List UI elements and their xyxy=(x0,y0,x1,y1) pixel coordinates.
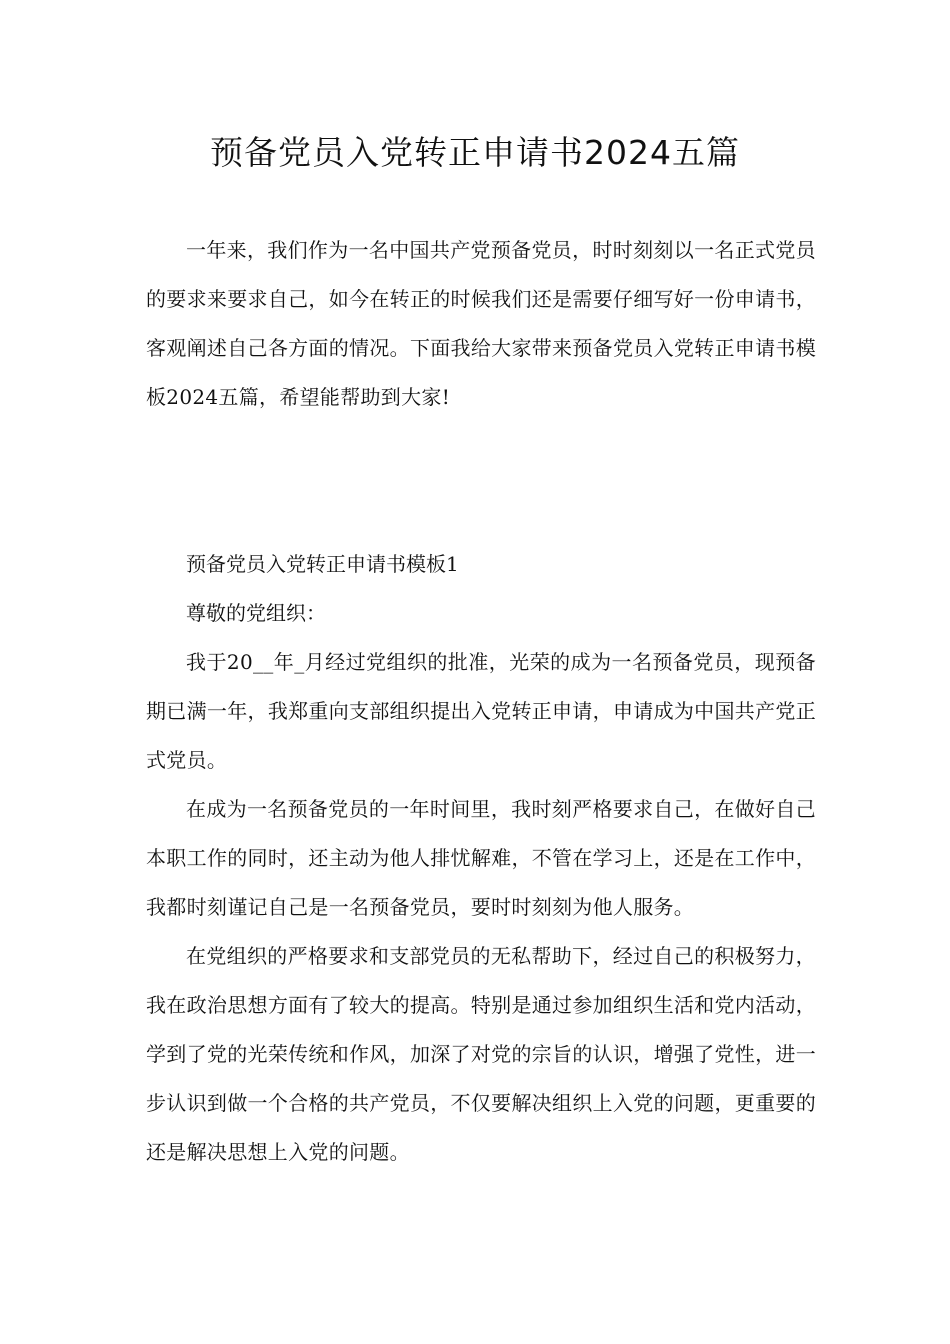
salutation: 尊敬的党组织： xyxy=(186,601,326,625)
intro-paragraph: 一年来，我们作为一名中国共产党预备党员，时时刻刻以一名正式党员的要求来要求自己，如今在转正的时候我们还是需要仔细写好一份申请书，客观阐述自己各方面的情况。下面我给大家带来预备党员入党转正申请书模板2024五篇，希望能帮助到大家! xyxy=(146,238,816,409)
document-body xyxy=(146,226,816,1177)
body-paragraph-1: 我于20__年_月经过党组织的批准，光荣的成为一名预备党员，现预备期已满一年，我郑重向支部组织提出入党转正申请，申请成为中国共产党正式党员。 xyxy=(146,650,816,772)
section-heading: 预备党员入党转正申请书模板1 xyxy=(186,552,459,576)
body-paragraph-3: 在党组织的严格要求和支部党员的无私帮助下，经过自己的积极努力，我在政治思想方面有了较大的提高。特别是通过参加组织生活和党内活动，学到了党的光荣传统和作风，加深了对党的宗旨的认识，增强了党性，进一步认识到做一个合格的共产党员，不仅要解决组织上入党的问题，更重要的还是解决思想上入党的问题。 xyxy=(146,944,816,1164)
body-paragraph-2: 在成为一名预备党员的一年时间里，我时刻严格要求自己，在做好自己本职工作的同时，还主动为他人排忧解难，不管在学习上，还是在工作中，我都时刻谨记自己是一名预备党员，要时时刻刻为他人服务。 xyxy=(146,797,816,919)
document-title: 预备党员入党转正申请书2024五篇 xyxy=(210,133,740,172)
section-spacer xyxy=(146,422,816,540)
